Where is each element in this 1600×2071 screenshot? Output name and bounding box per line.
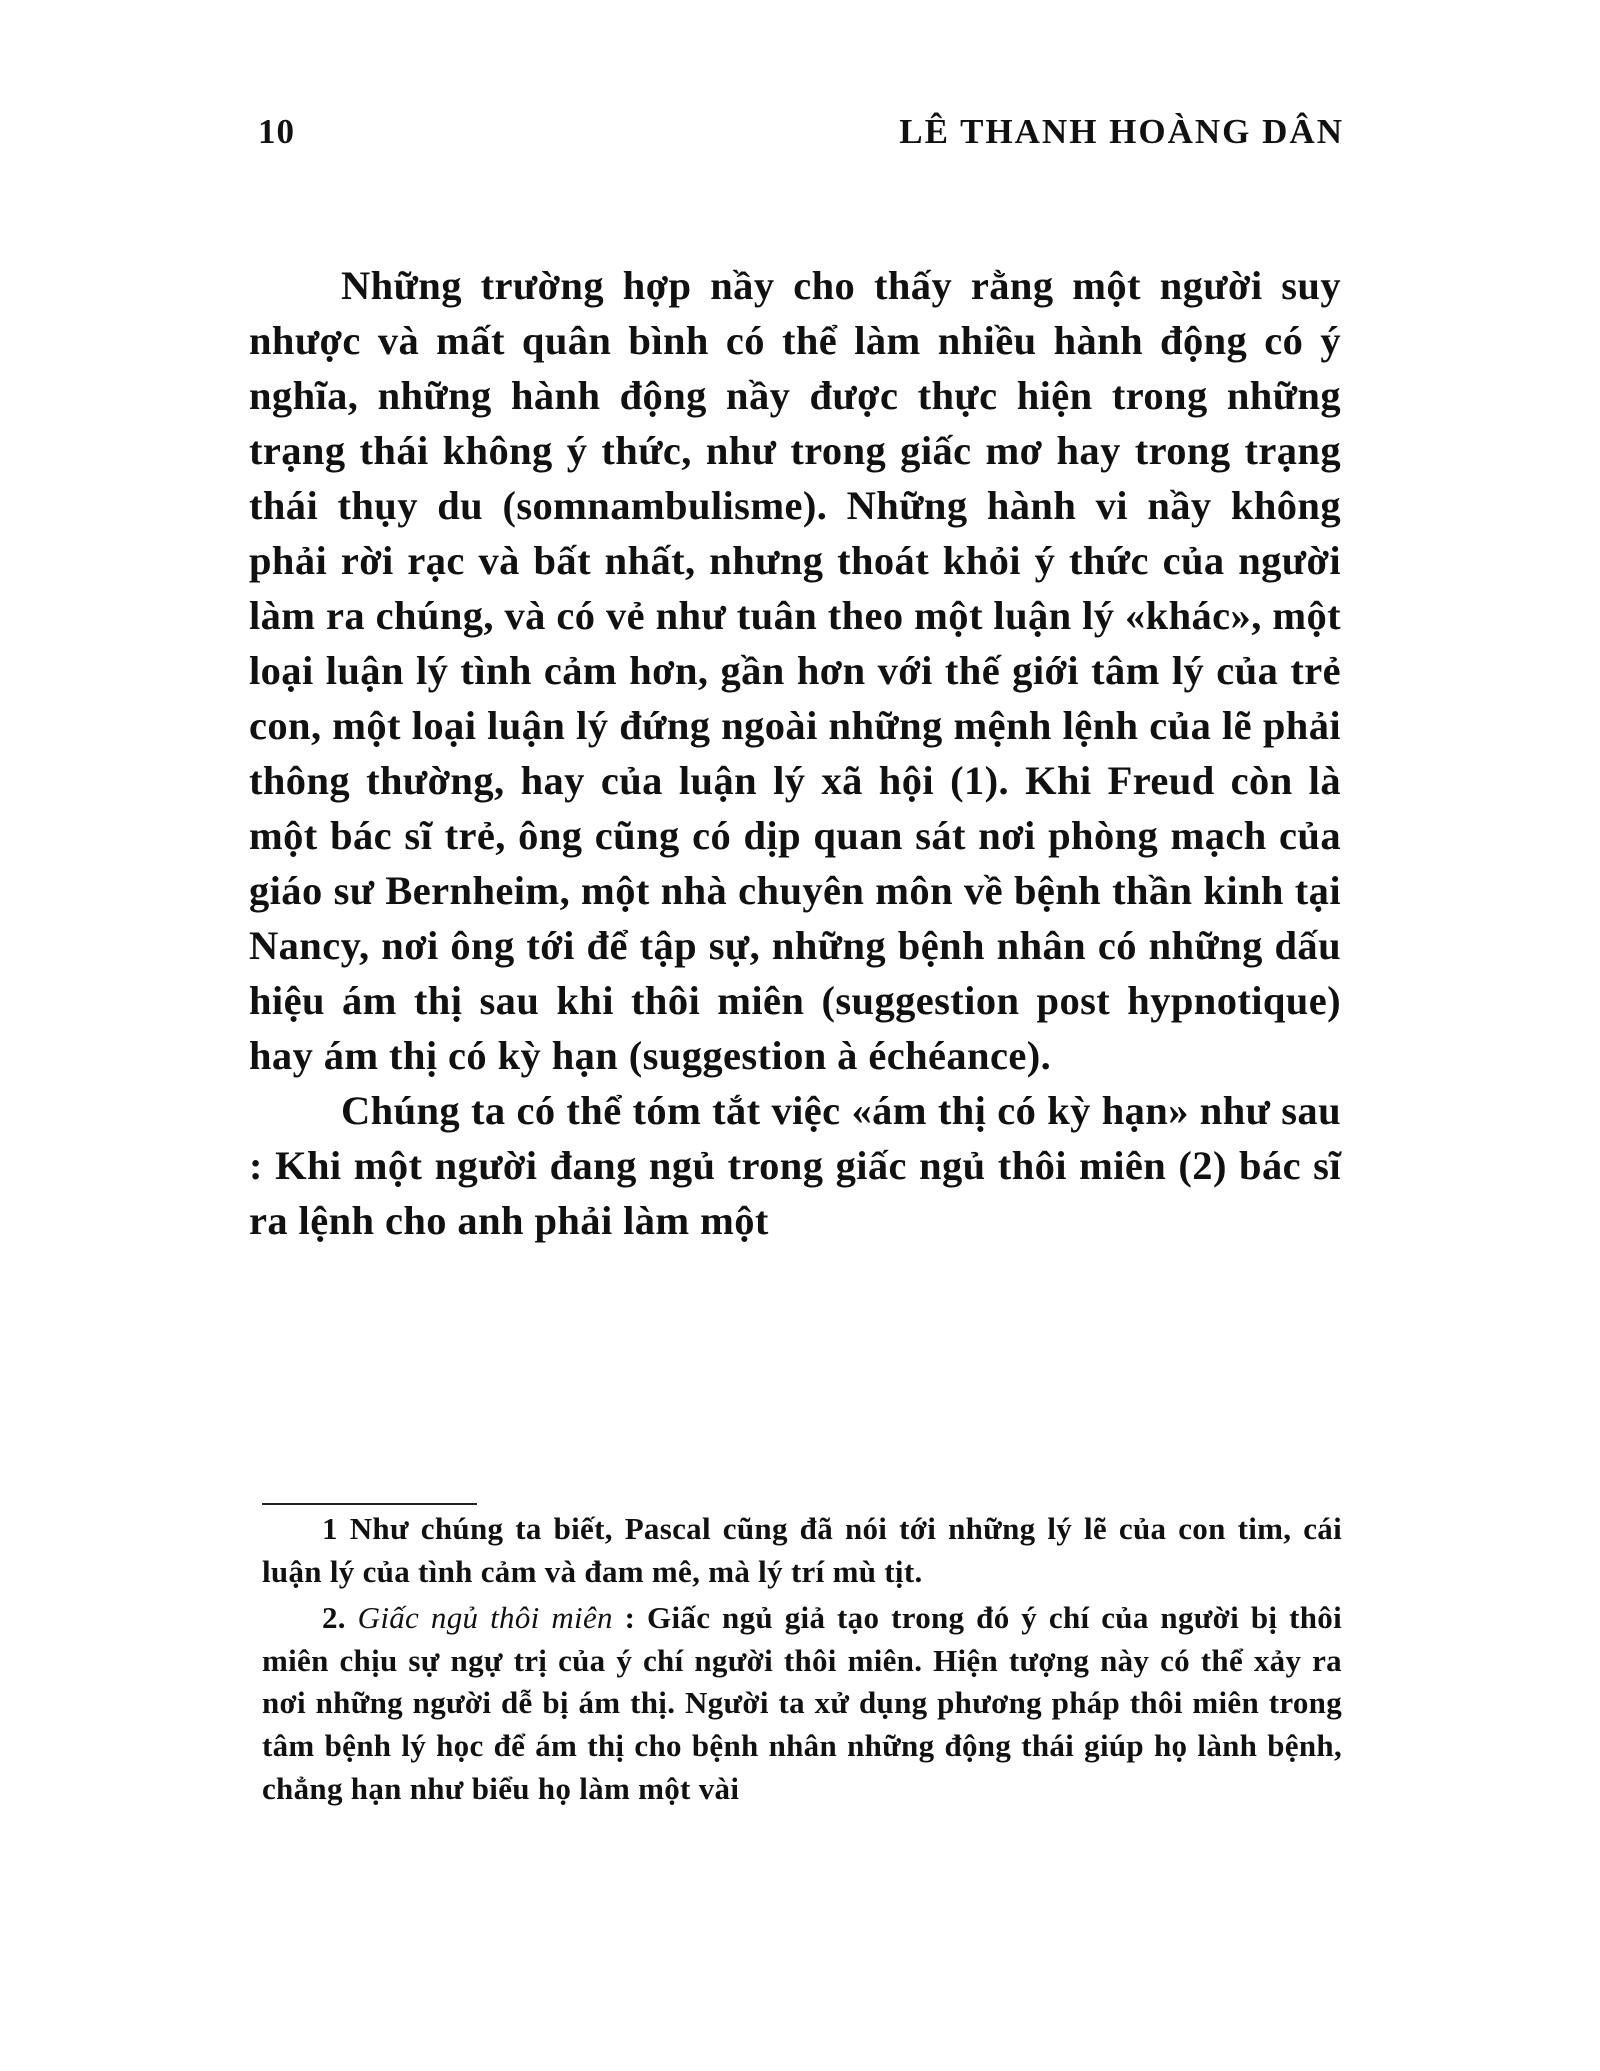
footnote-2-text: : Giấc ngủ giả tạo trong đó ý chí của người bị thôi miên chịu sự ngự trị của ý chí người thôi miên. Hiện tượng này có thể xảy ra nơi những người dễ bị ám thị. Người ta xử dụng phương pháp thôi miên trong tâm bệnh lý học để ám thị cho bệnh nhân những động thái giúp họ lành bệnh, chẳng hạn như biểu họ làm một vài [262,1600,1342,1806]
page-header [258,112,1344,172]
footnote-divider [262,1503,477,1505]
running-head: LÊ THANH HOÀNG DÂN [899,112,1344,151]
paragraph: Những trường hợp nầy cho thấy rằng một người suy nhược và mất quân bình có thể làm nhiều hành động có ý nghĩa, những hành động nầy được thực hiện trong những trạng thái không ý thức, như trong giấc mơ hay trong trạng thái thụy du (somnambulisme). Những hành vi nầy không phải rời rạc và bất nhất, nhưng thoát khỏi ý thức của người làm ra chúng, và có vẻ như tuân theo một luận lý «khác», một loại luận lý tình cảm hơn, gần hơn với thế giới tâm lý của trẻ con, một loại luận lý đứng ngoài những mệnh lệnh của lẽ phải thông thường, hay của luận lý xã hội (1). Khi Freud còn là một bác sĩ trẻ, ông cũng có dịp quan sát nơi phòng mạch của giáo sư Bernheim, một nhà chuyên môn về bệnh thần kinh tại Nancy, nơi ông tới để tập sự, những bệnh nhân có những dấu hiệu ám thị sau khi thôi miên (suggestion post hypnotique) hay ám thị có kỳ hạn (suggestion à échéance). [249,263,1341,1078]
paragraph: Chúng ta có thể tóm tắt việc «ám thị có kỳ hạn» như sau : Khi một người đang ngủ trong giấc ngủ thôi miên (2) bác sĩ ra lệnh cho anh phải làm một [249,1088,1341,1243]
footnotes [262,1508,1342,1810]
footnote-2-term: Giấc ngủ thôi miên [357,1600,613,1636]
footnote-1: 1 Như chúng ta biết, Pascal cũng đã nói tới những lý lẽ của con tim, cái luận lý của tình cảm và đam mê, mà lý trí mù tịt. [262,1511,1342,1589]
page-number: 10 [258,112,295,151]
footnote-2-marker: 2. [322,1600,358,1636]
main-text [249,258,1341,1248]
footnote-2 [262,1597,1342,1810]
